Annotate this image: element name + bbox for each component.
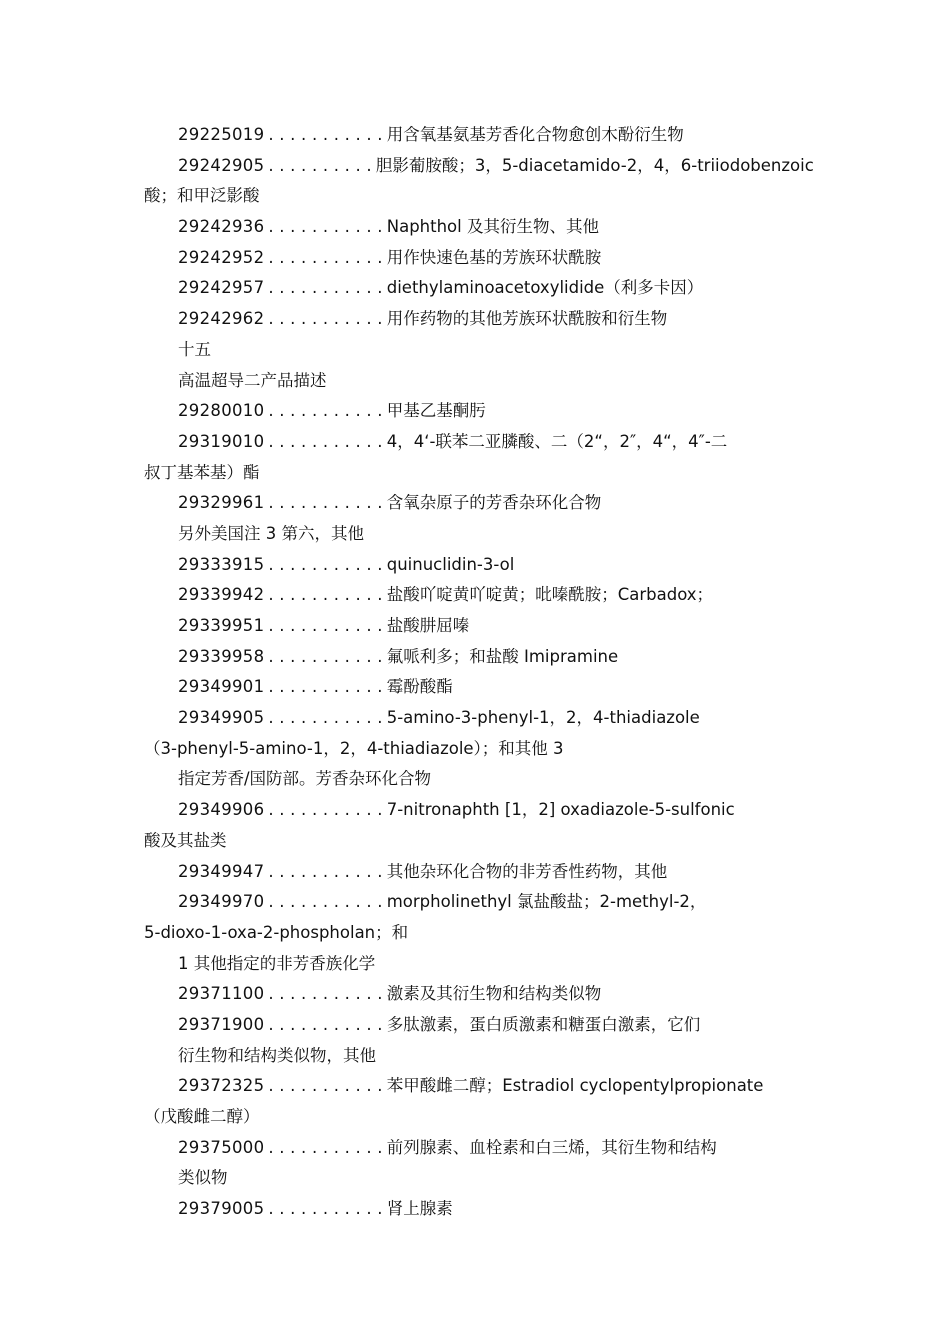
tariff-code: 29375000 xyxy=(178,1137,265,1157)
dot-leader: . . . . . . . . . . . xyxy=(268,125,383,144)
dot-leader: . . . . . . . . . . . xyxy=(268,1076,383,1096)
dot-leader: . . . . . . . . . . . xyxy=(268,217,383,237)
document-body xyxy=(0,120,950,1225)
tariff-code: 29371100 xyxy=(178,984,265,1004)
line-text: 1 其他指定的非芳香族化学 xyxy=(178,953,376,973)
tariff-code: 29319010 xyxy=(178,431,265,451)
tariff-entry-line xyxy=(0,304,950,335)
dot-leader: . . . . . . . . . . . xyxy=(268,309,383,329)
dot-leader: . . . . . . . . . . . xyxy=(268,892,383,912)
continuation-line xyxy=(0,181,950,212)
tariff-code: 29379005 xyxy=(178,1199,265,1219)
tariff-entry-line xyxy=(0,887,950,918)
tariff-code: 29349905 xyxy=(178,708,265,728)
continuation-line xyxy=(0,519,950,550)
dot-leader: . . . . . . . . . . . xyxy=(268,554,383,574)
product-description: 用作快速色基的芳族环状酰胺 xyxy=(386,247,602,267)
dot-leader: . . . . . . . . . . . xyxy=(268,984,383,1004)
tariff-code: 29349906 xyxy=(178,800,265,820)
tariff-entry-line xyxy=(0,1133,950,1164)
product-description: 盐酸肼屈嗪 xyxy=(386,616,470,635)
product-description: 激素及其衍生物和结构类似物 xyxy=(386,984,602,1004)
product-description: 霉酚酸酯 xyxy=(386,677,453,697)
tariff-entry-line xyxy=(0,857,950,888)
tariff-entry-line xyxy=(0,427,950,458)
tariff-code: 29349901 xyxy=(178,677,265,697)
continuation-line xyxy=(0,764,950,795)
tariff-code: 29242936 xyxy=(178,217,265,237)
continuation-line xyxy=(0,458,950,489)
product-description: 4，4‘-联苯二亚膦酸、二（2“，2″，4“，4″-二 xyxy=(386,431,728,451)
product-description: 用含氧基氨基芳香化合物愈创木酚衍生物 xyxy=(386,125,684,144)
continuation-line xyxy=(0,366,950,397)
line-text: 叔丁基苯基）酯 xyxy=(144,462,260,482)
dot-leader: . . . . . . . . . . . xyxy=(268,708,383,728)
tariff-entry-line xyxy=(0,1010,950,1041)
continuation-line xyxy=(0,1102,950,1133)
tariff-entry-line xyxy=(0,795,950,826)
dot-leader: . . . . . . . . . . . xyxy=(268,585,383,605)
line-text: 另外美国注 3 第六，其他 xyxy=(178,523,364,543)
product-description: 多肽激素，蛋白质激素和糖蛋白激素，它们 xyxy=(386,1014,701,1034)
continuation-line xyxy=(0,918,950,949)
tariff-code: 29339958 xyxy=(178,646,265,666)
tariff-code: 29242957 xyxy=(178,278,265,298)
dot-leader: . . . . . . . . . . . xyxy=(268,677,383,697)
dot-leader: . . . . . . . . . . . xyxy=(268,861,383,881)
tariff-entry-line xyxy=(0,550,950,581)
product-description: morpholinethyl 氯盐酸盐；2-methyl-2， xyxy=(386,892,707,912)
tariff-entry-line xyxy=(0,979,950,1010)
tariff-code: 29339942 xyxy=(178,585,265,605)
dot-leader: . . . . . . . . . . . xyxy=(268,493,383,513)
line-text: 酸及其盐类 xyxy=(144,830,227,850)
tariff-entry-line xyxy=(0,273,950,304)
product-description: 7-nitronaphth [1，2] oxadiazole-5-sulfonic xyxy=(386,800,735,820)
continuation-line xyxy=(0,335,950,366)
tariff-code: 29349970 xyxy=(178,892,265,912)
tariff-entry-line xyxy=(0,1194,950,1225)
product-description: Naphthol 及其衍生物、其他 xyxy=(386,217,599,237)
tariff-code: 29280010 xyxy=(178,401,265,421)
product-description: 盐酸吖啶黄吖啶黄；吡嗪酰胺；Carbadox； xyxy=(386,585,714,605)
tariff-entry-line xyxy=(0,611,950,642)
tariff-entry-line xyxy=(0,580,950,611)
line-text: （戊酸雌二醇） xyxy=(144,1107,260,1126)
tariff-entry-line xyxy=(0,120,950,151)
product-description: 其他杂环化合物的非芳香性药物，其他 xyxy=(386,861,668,881)
tariff-code: 29372325 xyxy=(178,1076,265,1096)
product-description: 5-amino-3-phenyl-1，2，4-thiadiazole xyxy=(386,708,700,728)
continuation-line xyxy=(0,1163,950,1194)
dot-leader: . . . . . . . . . . . xyxy=(268,800,383,820)
tariff-code: 29242952 xyxy=(178,247,265,267)
line-text: 指定芳香/国防部。芳香杂环化合物 xyxy=(178,769,432,789)
dot-leader: . . . . . . . . . . . xyxy=(268,1137,383,1157)
product-description: diethylaminoacetoxylidide（利多卡因） xyxy=(386,278,704,298)
tariff-code: 29333915 xyxy=(178,554,265,574)
product-description: 用作药物的其他芳族环状酰胺和衍生物 xyxy=(386,309,668,329)
dot-leader: . . . . . . . . . . . xyxy=(268,401,383,421)
tariff-code: 29349947 xyxy=(178,861,265,881)
line-text: 衍生物和结构类似物，其他 xyxy=(178,1045,376,1065)
tariff-code: 29329961 xyxy=(178,493,265,513)
tariff-entry-line xyxy=(0,488,950,519)
tariff-entry-line xyxy=(0,703,950,734)
tariff-entry-line xyxy=(0,212,950,243)
tariff-entry-line xyxy=(0,243,950,274)
dot-leader: . . . . . . . . . . . xyxy=(268,247,383,267)
product-description: quinuclidin-3-ol xyxy=(386,554,515,574)
dot-leader: . . . . . . . . . . . xyxy=(268,1014,383,1034)
product-description: 肾上腺素 xyxy=(386,1199,453,1219)
tariff-code: 29225019 xyxy=(178,125,265,144)
dot-leader: . . . . . . . . . . xyxy=(268,155,372,175)
product-description: 甲基乙基酮肟 xyxy=(386,401,486,421)
dot-leader: . . . . . . . . . . . xyxy=(268,1199,383,1219)
line-text: 高温超导二产品描述 xyxy=(178,370,327,390)
tariff-entry-line xyxy=(0,672,950,703)
continuation-line xyxy=(0,734,950,765)
product-description: 前列腺素、血栓素和白三烯，其衍生物和结构 xyxy=(386,1137,717,1157)
continuation-line xyxy=(0,1041,950,1072)
tariff-entry-line xyxy=(0,151,950,182)
tariff-entry-line xyxy=(0,1071,950,1102)
tariff-entry-line xyxy=(0,396,950,427)
continuation-line xyxy=(0,949,950,980)
line-text: 酸；和甲泛影酸 xyxy=(144,186,260,206)
tariff-code: 29339951 xyxy=(178,616,265,635)
tariff-code: 29242905 xyxy=(178,155,265,175)
dot-leader: . . . . . . . . . . . xyxy=(268,278,383,298)
line-text: 类似物 xyxy=(178,1168,228,1188)
tariff-entry-line xyxy=(0,642,950,673)
continuation-line xyxy=(0,826,950,857)
product-description: 苯甲酸雌二醇；Estradiol cyclopentylpropionate xyxy=(386,1076,764,1096)
product-description: 氟哌利多；和盐酸 Imipramine xyxy=(386,646,619,666)
line-text: （3-phenyl-5-amino-1，2，4-thiadiazole）；和其他 3 xyxy=(144,738,564,758)
product-description: 胆影葡胺酸；3，5-diacetamido-2，4，6-triiodobenzoic xyxy=(375,155,814,175)
tariff-code: 29242962 xyxy=(178,309,265,329)
dot-leader: . . . . . . . . . . . xyxy=(268,616,383,635)
product-description: 含氧杂原子的芳香杂环化合物 xyxy=(386,493,602,513)
line-text: 5-dioxo-1-oxa-2-phospholan；和 xyxy=(144,922,409,942)
tariff-code: 29371900 xyxy=(178,1014,265,1034)
line-text: 十五 xyxy=(178,339,211,359)
dot-leader: . . . . . . . . . . . xyxy=(268,431,383,451)
dot-leader: . . . . . . . . . . . xyxy=(268,646,383,666)
